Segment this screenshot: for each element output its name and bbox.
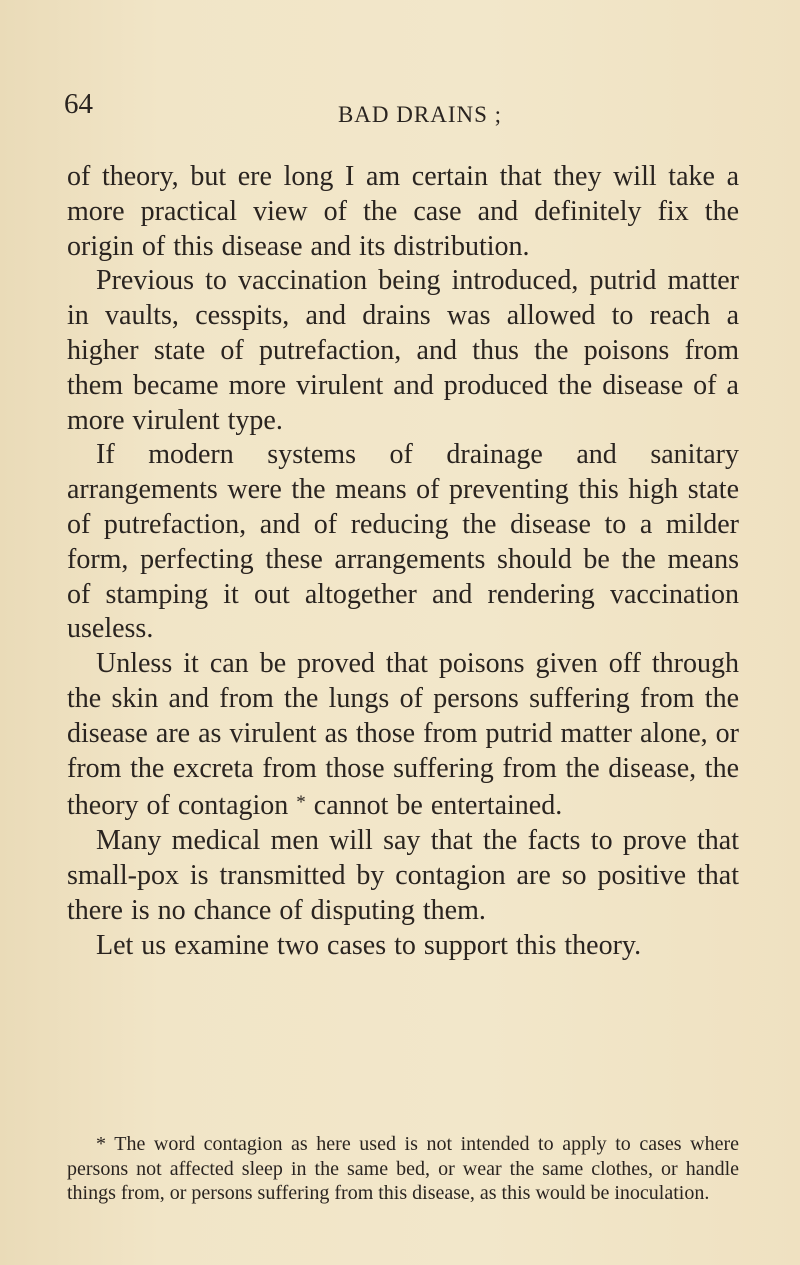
paragraph-3: If modern systems of drainage and sanitary arrangements were the means of preventing this high state of putrefaction, and of reducing the disease to a milder form, perfecting these arrangements should be the means of stamping it out altogether and rendering vaccination useless. (67, 439, 739, 645)
footnote-text (67, 1132, 739, 1206)
paragraph-5: Many medical men will say that the facts to prove that small-pox is transmitted by contagion are so positive that there is no chance of disputing them. (67, 825, 739, 926)
footnote (67, 1132, 739, 1206)
footnote-marker: * (96, 1133, 106, 1155)
paragraph-4-text: Unless it can be proved that poisons given off through the skin and from the lungs of persons suffering from the disease are as virulent as those from putrid matter alone, or from the excreta from those suffering from the disease, the theory of contagion (67, 648, 739, 822)
page-number: 64 (64, 88, 93, 120)
footnote-body: The word contagion as here used is not intended to apply to cases where persons not affected sleep in the same bed, or wear the same clothes, or handle things from, or persons suffering from this disease, as this would be inoculation. (67, 1133, 740, 1204)
paragraph-4-end: cannot be entertained. (313, 790, 563, 822)
footnote-reference: * (296, 792, 306, 814)
paragraph-6: Let us examine two cases to support this theory. (96, 929, 642, 961)
running-title: BAD DRAINS ; (337, 102, 503, 127)
paragraph-2: Previous to vaccination being introduced, putrid matter in vaults, cesspits, and drains was allowed to reach a higher state of putrefaction, and thus the poisons from them became more virulent and produced the disease of a more virulent type. (67, 265, 739, 436)
body-text (67, 160, 739, 963)
paragraph-1: of theory, but ere long I am certain that they will take a more practical view of the case and definitely fix the origin of this disease and its distribution. (67, 161, 739, 262)
paragraph-4 (67, 647, 739, 824)
